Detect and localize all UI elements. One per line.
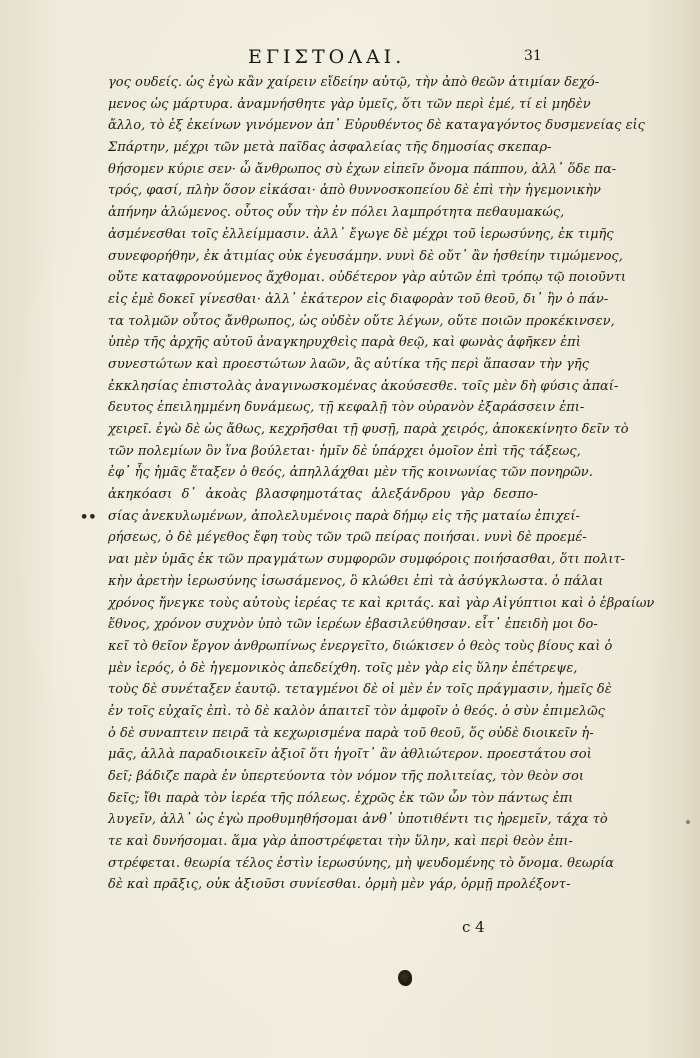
text-line: ἀκηκόασι δ᾽ ἀκοὰς βλασφημοτάτας ἀλεξάνδρου γὰρ δεσπο- — [108, 487, 538, 503]
marginal-mark: •• — [80, 510, 97, 525]
text-line: σίας ἀνεκυλωμένων, ἀπολελυμένοις παρὰ δήμῳ εἰς τῆς ματαίω ἐπιχεί- — [108, 508, 580, 524]
text-line: δεῖς; ἴθι παρὰ τὸν ἱερέα τῆς πόλεως. ἐχρῶς ἐκ τῶν ὧν τὸν πάντως ἐπι — [108, 790, 574, 806]
text-line: χειρεῖ. ἐγὼ δὲ ὡς ἄθως, κεχρῆσθαι τῇ φυσῇ, παρὰ χειρός, ἀποκεκίνητο δεῖν τὸ — [108, 422, 629, 437]
text-line: γος ουδείς. ὡς ἐγὼ κἂν χαίρειν εἴδείην αὐτῷ, τὴν ἀπὸ θεῶν ἀτιμίαν δεχό- — [108, 75, 600, 90]
text-line: Σπάρτην, μέχρι τῶν μετὰ παῖδας ἀσφαλείας τῆς δημοσίας σκεπαρ- — [108, 140, 552, 156]
text-line: ἐφ᾽ ἧς ἡμᾶς ἔταξεν ὁ θεός, ἀπηλλάχθαι μὲν τῆς κοινωνίας τῶν πονηρῶν. — [108, 465, 593, 481]
ink-blot — [398, 970, 412, 986]
text-line: ἀπήνην ἀλώμενος. οὗτος οὖν τὴν ἐν πόλει λαμπρότητα πεθαυμακώς, — [108, 205, 565, 221]
text-line: δεῖ; βάδιζε παρὰ ἐν ὑπερτεύοντα τὸν νόμον τῆς πολιτείας, τὸν θεὸν σοι — [108, 769, 584, 784]
page-number: 31 — [524, 48, 542, 64]
text-line: λυγεῖν, ἀλλ᾽ ὡς ἐγὼ προθυμηθήσομαι ἀνθ᾽ ὑποτιθέντι τις ἠρεμεῖν, τάχα τὸ — [108, 812, 608, 828]
text-line: τρός, φασί, πλὴν ὅσον εἰκάσαι· ἀπὸ θυννοσκοπείου δὲ ἐπὶ τὴν ἡγεμονικὴν — [108, 183, 601, 199]
text-line: ἐν τοῖς εὐχαῖς ἐπὶ. τὸ δὲ καλὸν ἀπαιτεῖ τὸν ἀμφοῖν ὁ θεός. ὁ σὺν ἐπιμελῶς — [108, 703, 605, 719]
text-line: ναι μὲν ὑμᾶς ἐκ τῶν πραγμάτων συμφορῶν συμφόροις ποιήσασθαι, ὅτι πολιτ- — [108, 552, 626, 568]
text-line: τε καὶ δυνήσομαι. ἅμα γὰρ ἀποστρέφεται τὴν ὕλην, καὶ περὶ θεὸν ἐπι- — [108, 834, 573, 850]
text-line: θήσομεν κύριε σεν· ὦ ἄνθρωπος σὺ ἐχων εἰπεῖν ὄνομα πάππου, ἀλλ᾽ ὅδε πα- — [108, 161, 617, 177]
text-line: εἰς ἐμὲ δοκεῖ γίνεσθαι· ἀλλ᾽ ἑκάτερον εἰς διαφορὰν τοῦ θεοῦ, δι᾽ ἣν ὁ πάν- — [108, 291, 609, 307]
running-title: ΕΓΙΣΤΟΛΑΙ. — [248, 46, 406, 68]
text-line: ἀσμένεσθαι τοῖς ἐλλείμμασιν. ἀλλ᾽ ἔγωγε δὲ μέχρι τοῦ ἱερωσύνης, ἐκ τιμῆς — [108, 226, 614, 242]
greek-text-block — [108, 72, 655, 896]
edge-spot — [686, 820, 690, 824]
signature-mark: c 4 — [462, 918, 485, 936]
text-line: μενος ὡς μάρτυρα. ἀναμνήσθητε γὰρ ὑμεῖς, ὅτι τῶν περὶ ἐμέ, τί εἰ μηδὲν — [108, 96, 591, 112]
text-line: ὁ δὲ συναπτειν πειρᾶ τὰ κεχωρισμένα παρὰ τοῦ θεοῦ, ὅς οὐδὲ διοικεῖν ἡ- — [108, 725, 594, 741]
text-line: μᾶς, ἀλλὰ παραδιοικεῖν ἀξιοῖ ὅτι ἡγοῖτ᾽ ἂν ἀθλιώτερον. προεστάτου σοὶ — [108, 747, 592, 763]
text-line: στρέφεται. θεωρία τέλος ἐστὶν ἱερωσύνης, μὴ ψευδομένης τὸ ὄνομα. θεωρία — [108, 855, 615, 871]
text-line: δευτος ἐπειλημμένη δυνάμεως, τῇ κεφαλῇ τὸν οὐρανὸν ἐξαράσσειν ἐπι- — [108, 400, 585, 416]
text-line: συνεστώτων καὶ προεστώτων λαῶν, ἃς αὐτίκα τῆς περὶ ἅπασαν τὴν γῆς — [108, 356, 589, 372]
text-line: τα τολμῶν οὗτος ἄνθρωπος, ὡς οὐδὲν οὔτε λέγων, οὔτε ποιῶν προκέκινσεν, — [108, 313, 615, 329]
text-line: συνεφορήθην, ἐκ ἀτιμίας οὐκ ἐγευσάμην. νυνὶ δὲ οὔτ᾽ ἂν ἡσθείην τιμώμενος, — [108, 248, 623, 264]
text-line: τοὺς δὲ συνέταξεν ἑαυτῷ. τεταγμένοι δὲ οἱ μὲν ἐν τοῖς πράγμασιν, ἡμεῖς δὲ — [108, 682, 612, 698]
text-line: ἐκκλησίας ἐπιστολὰς ἀναγινωσκομένας ἀκούσεσθε. τοῖς μὲν δὴ φύσις ἀπαί- — [108, 378, 619, 394]
text-line: ὑπὲρ τῆς ἀρχῆς αὐτοῦ ἀναγκηρυχθεὶς παρὰ θεῷ, καὶ φωνὰς ἀφῆκεν ἐπὶ — [108, 335, 581, 351]
text-line: ἔθνος, χρόνον συχνὸν ὑπὸ τῶν ἱερέων ἐβασιλεύθησαν. εἶτ᾽ ἐπειδὴ μοι δο- — [108, 617, 598, 633]
text-line: κὴν ἀρετὴν ἱερωσύνης ἰσωσάμενος, ὃ κλώθει ἐπὶ τὰ ἀσύγκλωστα. ὁ πάλαι — [108, 573, 604, 589]
text-line: χρόνος ἤνεγκε τοὺς αὐτοὺς ἱερέας τε καὶ κριτάς. καὶ γὰρ Αἰγύπτιοι καὶ ὁ ἑβραίων — [108, 595, 655, 611]
text-line: δὲ καὶ πρᾶξις, οὐκ ἀξιοῦσι συνίεσθαι. ὁρμὴ μὲν γάρ, ὁρμῇ προλέξοντ- — [108, 877, 571, 893]
text-line: μὲν ἱερός, ὁ δὲ ἡγεμονικὸς ἀπεδείχθη. τοῖς μὲν γὰρ εἰς ὕλην ἐπέτρεψε, — [108, 660, 578, 676]
text-line: τῶν πολεμίων ὃν ἵνα βούλεται· ἡμῖν δὲ ὑπάρχει ὁμοῖον ἐπὶ τῆς τάξεως, — [108, 443, 581, 459]
text-line: κεῖ τὸ θεῖον ἔργον ἀνθρωπίνως ἐνεργεῖτο, διώκισεν ὁ θεὸς τοὺς βίους καὶ ὁ — [108, 638, 613, 654]
page-header — [0, 46, 700, 70]
text-line: οὔτε καταφρονούμενος ἄχθομαι. οὐδέτερον γὰρ αὐτῶν ἐπὶ τρόπῳ τῷ ποιοῦντι — [108, 270, 627, 286]
text-line: ρήσεως, ὁ δὲ μέγεθος ἔφη τοὺς τῶν τρῶ πείρας ποιήσαι. νυνὶ δὲ προεμέ- — [108, 530, 587, 546]
text-line: ἄλλο, τὸ ἐξ ἐκείνων γινόμενον ἀπ᾽ Εὐρυθέντος δὲ καταγαγόντος δυσμενείας εἰς — [108, 118, 645, 134]
